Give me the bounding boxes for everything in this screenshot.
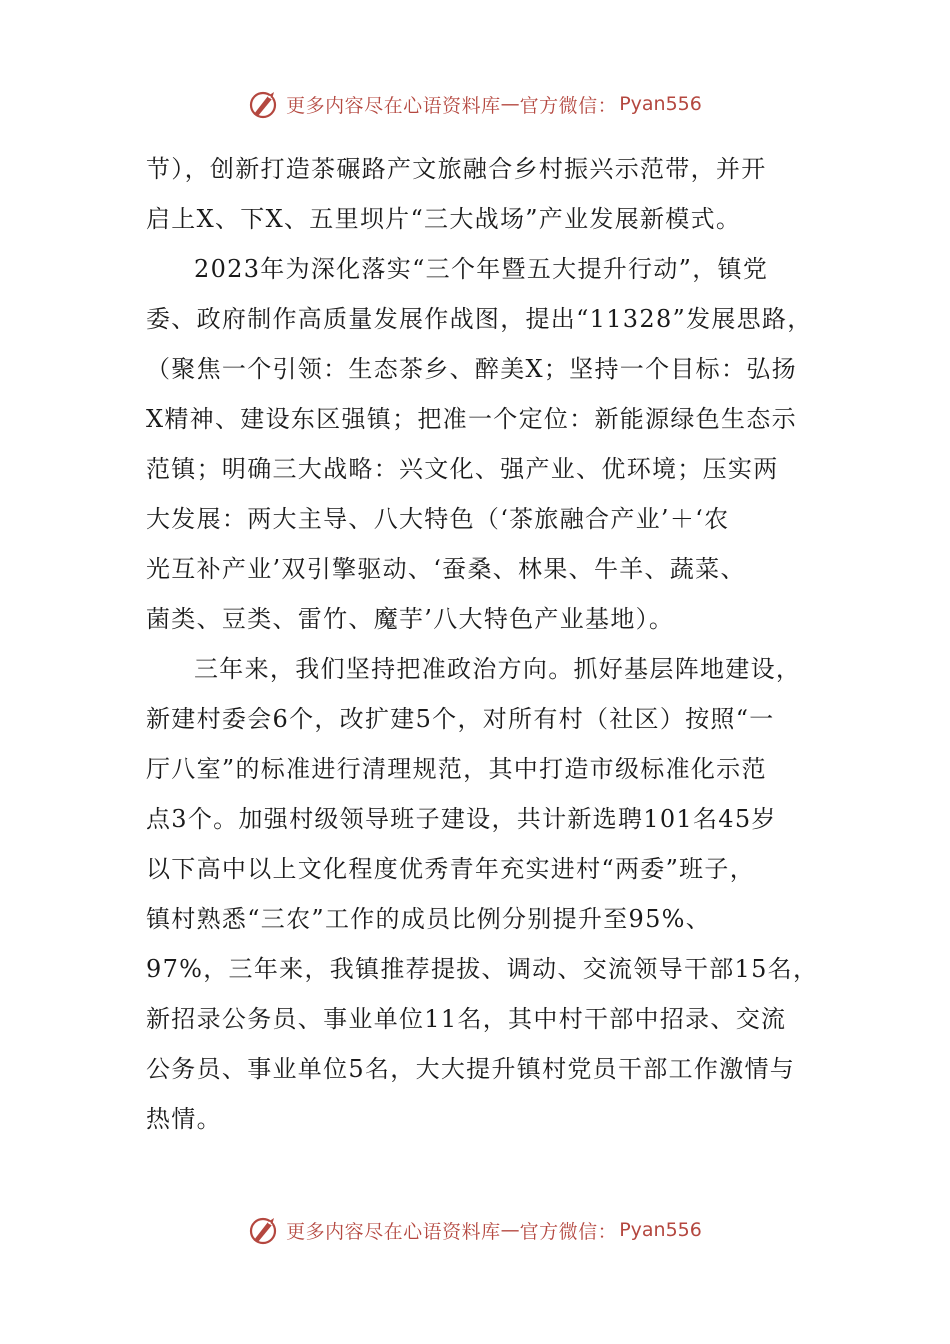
watermark-handle: Pyan556	[619, 1219, 702, 1241]
text-line: 三年来，我们坚持把准政治方向。抓好基层阵地建设，	[194, 655, 802, 683]
text-line: 光互补产业’双引擎驱动、‘蚕桑、林果、牛羊、蔬菜、	[146, 555, 746, 583]
text-line: （聚焦一个引领：生态茶乡、醉美X；坚持一个目标：弘扬	[146, 355, 797, 383]
text-line: 点3个。加强村级领导班子建设，共计新选聘101名45岁	[146, 805, 777, 833]
text-line: 以下高中以上文化程度优秀青年充实进村“两委”班子，	[146, 855, 756, 883]
text-line: 2023年为深化落实“三个年暨五大提升行动”，镇党	[194, 255, 769, 283]
watermark-footer	[0, 1210, 950, 1250]
text-line: 委、政府制作高质量发展作战图，提出“11328”发展思路，	[146, 305, 813, 333]
watermark-separator: —	[500, 93, 520, 115]
text-line: 97%，三年来，我镇推荐提拔、调动、交流领导干部15名，	[146, 955, 819, 983]
text-line: X精神、建设东区强镇；把准一个定位：新能源绿色生态示	[146, 405, 797, 433]
watermark-header	[0, 84, 950, 124]
pen-nib-circle-icon	[248, 1214, 280, 1246]
text-line: 镇村熟悉“三农”工作的成员比例分别提升至95%、	[146, 905, 712, 933]
text-line: 厅八室”的标准进行清理规范，其中打造市级标准化示范	[146, 755, 767, 783]
watermark-handle: Pyan556	[619, 93, 702, 115]
text-line: 节），创新打造茶碾路产文旅融合乡村振兴示范带，并开	[146, 155, 767, 183]
watermark-separator: —	[500, 1219, 520, 1241]
pen-nib-circle-icon	[248, 88, 280, 120]
watermark-text: 更多内容尽在心语资料库	[286, 1220, 501, 1243]
text-line: 热情。	[146, 1105, 222, 1133]
text-line: 大发展：两大主导、八大特色（‘茶旅融合产业’＋‘农	[146, 505, 730, 533]
document-body	[146, 144, 819, 1144]
text-line: 菌类、豆类、雷竹、魔芋’八大特色产业基地）。	[146, 605, 675, 633]
text-line: 范镇；明确三大战略：兴文化、强产业、优环境；压实两	[146, 455, 779, 483]
text-line: 新建村委会6个，改扩建5个，对所有村（社区）按照“一	[146, 705, 775, 733]
watermark-text: 更多内容尽在心语资料库	[286, 94, 501, 117]
watermark-label: 官方微信：	[519, 94, 618, 117]
watermark-label: 官方微信：	[519, 1220, 618, 1243]
text-line: 启上X、下X、五里坝片“三大战场”产业发展新模式。	[146, 205, 742, 233]
text-line: 公务员、事业单位5名，大大提升镇村党员干部工作激情与	[146, 1055, 796, 1083]
text-line: 新招录公务员、事业单位11名，其中村干部中招录、交流	[146, 1005, 787, 1033]
